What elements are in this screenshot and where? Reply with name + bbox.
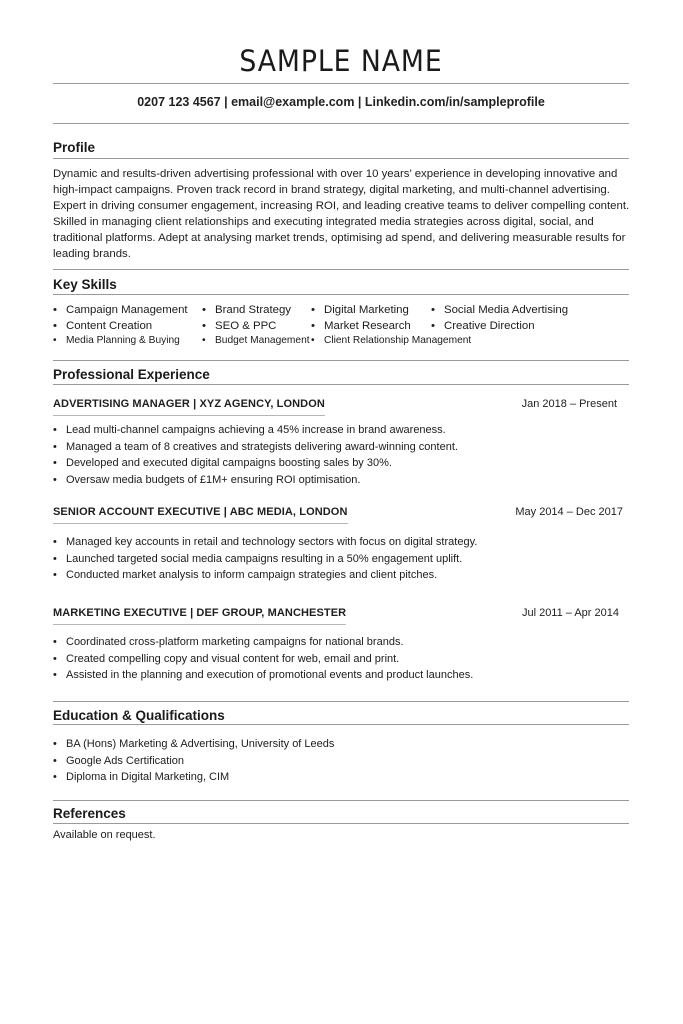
job-bullet: • Assisted in the planning and execution of promotional events and product launches. bbox=[53, 667, 473, 684]
job-title: SENIOR ACCOUNT EXECUTIVE | ABC MEDIA, LONDON bbox=[53, 506, 348, 524]
skill-item: • Digital Marketing bbox=[311, 304, 409, 316]
job-bullet: • Coordinated cross-platform marketing campaigns for national brands. bbox=[53, 634, 473, 651]
education-item: • Diploma in Digital Marketing, CIM bbox=[53, 769, 334, 786]
section-underline bbox=[53, 823, 629, 824]
profile-text: Dynamic and results-driven advertising professional with over 10 years’ experience in developing innovative and high-impact campaigns. Proven track record in brand strategy, digital marketing, and multi-channel advertising. Expert in driving consumer engagement, increasing ROI, and leading creative teams to deliver compelling content. Skilled in managing client relationships and executing integrated media strategies across digital, social, and traditional platforms. Adept at analysing market trends, optimising ad spend, and delivering measurable results for leading brands. bbox=[53, 168, 630, 261]
education-item: • BA (Hons) Marketing & Advertising, University of Leeds bbox=[53, 736, 334, 753]
skill-item: • Brand Strategy bbox=[202, 304, 291, 316]
divider bbox=[53, 360, 629, 361]
job-bullet: • Created compelling copy and visual content for web, email and print. bbox=[53, 651, 473, 668]
skill-item: • Campaign Management bbox=[53, 304, 188, 316]
job-bullet: • Oversaw media budgets of £1M+ ensuring ROI optimisation. bbox=[53, 472, 458, 489]
divider bbox=[53, 800, 629, 801]
job-bullets bbox=[53, 534, 477, 584]
job-bullets bbox=[53, 422, 458, 488]
section-underline bbox=[53, 384, 629, 385]
job-title: MARKETING EXECUTIVE | DEF GROUP, MANCHESTER bbox=[53, 607, 346, 625]
skill-item: • Budget Management bbox=[202, 335, 310, 346]
job-bullet: • Managed a team of 8 creatives and strategists delivering award-winning content. bbox=[53, 439, 458, 456]
skill-item: • Social Media Advertising bbox=[431, 304, 568, 316]
job-bullet: • Lead multi-channel campaigns achieving a 45% increase in brand awareness. bbox=[53, 422, 458, 439]
skill-item: • Content Creation bbox=[53, 320, 152, 332]
divider bbox=[53, 123, 629, 124]
skill-item: • Client Relationship Management bbox=[311, 335, 471, 346]
candidate-name: SAMPLE NAME bbox=[239, 44, 443, 78]
job-dates: May 2014 – Dec 2017 bbox=[515, 506, 623, 518]
section-title-experience: Professional Experience bbox=[53, 367, 210, 382]
job-dates: Jul 2011 – Apr 2014 bbox=[521, 607, 619, 619]
job-bullet: • Conducted market analysis to inform campaign strategies and client pitches. bbox=[53, 567, 477, 584]
job-title: ADVERTISING MANAGER | XYZ AGENCY, LONDON bbox=[53, 398, 325, 416]
divider bbox=[53, 701, 629, 702]
job-bullet: • Launched targeted social media campaigns resulting in a 50% engagement uplift. bbox=[53, 551, 477, 568]
section-title-profile: Profile bbox=[53, 140, 96, 155]
job-bullet: • Managed key accounts in retail and technology sectors with focus on digital strategy. bbox=[53, 534, 477, 551]
education-list bbox=[53, 736, 334, 786]
divider bbox=[53, 83, 629, 84]
education-item: • Google Ads Certification bbox=[53, 753, 334, 770]
job-bullets bbox=[53, 634, 473, 684]
section-underline bbox=[53, 158, 629, 159]
divider bbox=[53, 269, 629, 270]
contact-line: 0207 123 4567 | email@example.com | Linkedin.com/in/sampleprofile bbox=[137, 95, 545, 109]
section-title-references: References bbox=[53, 806, 126, 821]
section-title-skills: Key Skills bbox=[53, 277, 117, 292]
job-bullet: • Developed and executed digital campaigns boosting sales by 30%. bbox=[53, 455, 458, 472]
section-title-education: Education & Qualifications bbox=[53, 708, 225, 723]
section-underline bbox=[53, 294, 629, 295]
skill-item: • SEO & PPC bbox=[202, 320, 276, 332]
skill-item: • Market Research bbox=[311, 320, 411, 332]
references-text: Available on request. bbox=[53, 829, 156, 841]
skill-item: • Media Planning & Buying bbox=[53, 335, 180, 346]
section-underline bbox=[53, 724, 629, 725]
job-dates: Jan 2018 – Present bbox=[521, 398, 617, 410]
skill-item: • Creative Direction bbox=[431, 320, 535, 332]
